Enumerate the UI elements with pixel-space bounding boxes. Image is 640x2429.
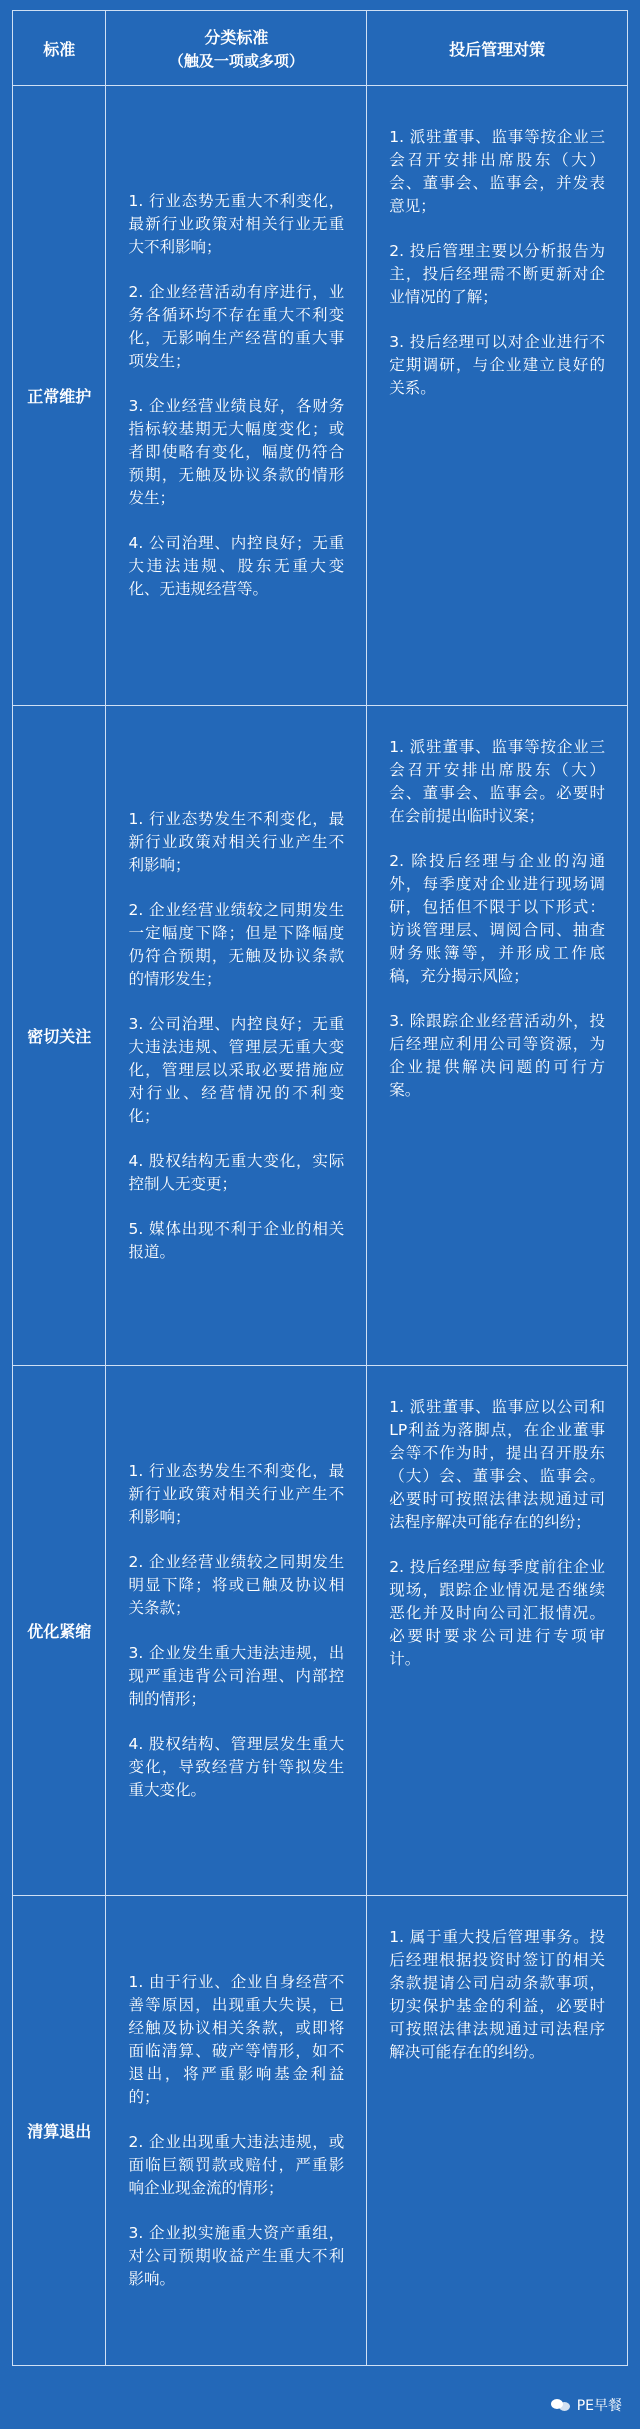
watermark [551,2395,622,2415]
criteria-item: 3. 公司治理、内控良好；无重大违法违规、管理层无重大变化，管理层以采取必要措施应对行业、经营情况的不利变化； [128,1014,345,1125]
criteria-cell [106,1366,367,1896]
action-item: 2. 除投后经理与企业的沟通外，每季度对企业进行现场调研，包括但不限于以下形式：访谈管理层、调阅合同、抽查财务账簿等，并形成工作底稿，充分揭示风险； [389,852,605,985]
criteria-item: 2. 企业出现重大违法违规，或面临巨额罚款或赔付，严重影响企业现金流的情形； [128,2132,345,2197]
criteria-item: 3. 企业拟实施重大资产重组，对公司预期收益产生重大不利影响。 [128,2223,345,2288]
table-row [13,1366,628,1896]
action-item: 3. 除跟踪企业经营活动外，投后经理应利用公司等资源，为企业提供解决问题的可行方案。 [389,1012,605,1099]
header-actions: 投后管理对策 [367,11,628,86]
row-label: 密切关注 [13,706,106,1366]
actions-list [367,706,627,1132]
actions-cell [367,86,628,706]
header-row [13,11,628,86]
criteria-list [106,778,366,1294]
table-row [13,1896,628,2366]
criteria-item: 1. 行业态势发生不利变化，最新行业政策对相关行业产生不利影响； [128,809,345,874]
actions-list [367,1366,627,1701]
action-item: 2. 投后经理应每季度前往企业现场，跟踪企业情况是否继续恶化并及时向公司汇报情况。必要时要求公司进行专项审计。 [389,1558,605,1668]
criteria-item: 4. 股权结构、管理层发生重大变化，导致经营方针等拟发生重大变化。 [128,1734,345,1799]
header-criteria-subtitle: （触及一项或多项） [168,52,304,70]
watermark-text: PE早餐 [576,2398,622,2414]
header-criteria [106,11,367,86]
criteria-item: 4. 股权结构无重大变化，实际控制人无变更； [128,1151,345,1193]
criteria-item: 2. 企业经营业绩较之同期发生一定幅度下降；但是下降幅度仍符合预期，无触及协议条款的情形发生； [128,900,345,988]
criteria-item: 1. 行业态势无重大不利变化，最新行业政策对相关行业无重大不利影响； [128,192,345,256]
criteria-item: 2. 企业经营业绩较之同期发生明显下降；将或已触及协议相关条款； [128,1552,345,1617]
action-item: 1. 属于重大投后管理事务。投后经理根据投资时签订的相关条款提请公司启动条款事项，切实保护基金的利益，必要时可按照法律法规通过司法程序解决可能存在的纠纷。 [389,1928,605,2061]
criteria-list [106,1941,366,2321]
table-row [13,86,628,706]
actions-cell [367,706,628,1366]
criteria-item: 3. 企业经营业绩良好，各财务指标较基期无大幅度变化；或者即使略有变化，幅度仍符合预期，无触及协议条款的情形发生； [128,397,345,507]
criteria-list [106,160,366,631]
criteria-list [106,1430,366,1832]
action-item: 3. 投后经理可以对企业进行不定期调研，与企业建立良好的关系。 [389,333,605,397]
actions-list [367,86,627,430]
criteria-cell [106,706,367,1366]
criteria-cell [106,1896,367,2366]
criteria-item: 2. 企业经营活动有序进行，业务各循环均不存在重大不利变化，无影响生产经营的重大事项发生； [128,283,345,370]
row-label: 正常维护 [13,86,106,706]
criteria-cell [106,86,367,706]
action-item: 2. 投后管理主要以分析报告为主，投后经理需不断更新对企业情况的了解； [389,242,605,306]
investment-management-table [12,10,628,2366]
table-row [13,706,628,1366]
criteria-item: 5. 媒体出现不利于企业的相关报道。 [128,1219,345,1261]
action-item: 1. 派驻董事、监事等按企业三会召开安排出席股东（大）会、董事会、监事会，并发表意见； [389,128,605,215]
actions-cell [367,1366,628,1896]
action-item: 1. 派驻董事、监事等按企业三会召开安排出席股东（大）会、董事会、监事会。必要时在会前提出临时议案； [389,738,605,825]
row-label: 优化紧缩 [13,1366,106,1896]
criteria-item: 4. 公司治理、内控良好；无重大违法违规、股东无重大变化、无违规经营等。 [128,534,345,598]
row-label: 清算退出 [13,1896,106,2366]
header-standard: 标准 [13,11,106,86]
action-item: 1. 派驻董事、监事应以公司和LP利益为落脚点，在企业董事会等不作为时，提出召开股东（大）会、董事会、监事会。必要时可按照法律法规通过司法程序解决可能存在的纠纷； [389,1398,605,1531]
criteria-item: 1. 行业态势发生不利变化，最新行业政策对相关行业产生不利影响； [128,1461,345,1526]
actions-list [367,1896,627,2094]
criteria-item: 1. 由于行业、企业自身经营不善等原因，出现重大失误，已经触及协议相关条款，或即将面临清算、破产等情形，如不退出，将严重影响基金利益的； [128,1972,345,2106]
header-criteria-title: 分类标准 [204,28,269,47]
criteria-item: 3. 企业发生重大违法违规，出现严重违背公司治理、内部控制的情形； [128,1643,345,1708]
wechat-icon [551,2397,571,2413]
actions-cell [367,1896,628,2366]
